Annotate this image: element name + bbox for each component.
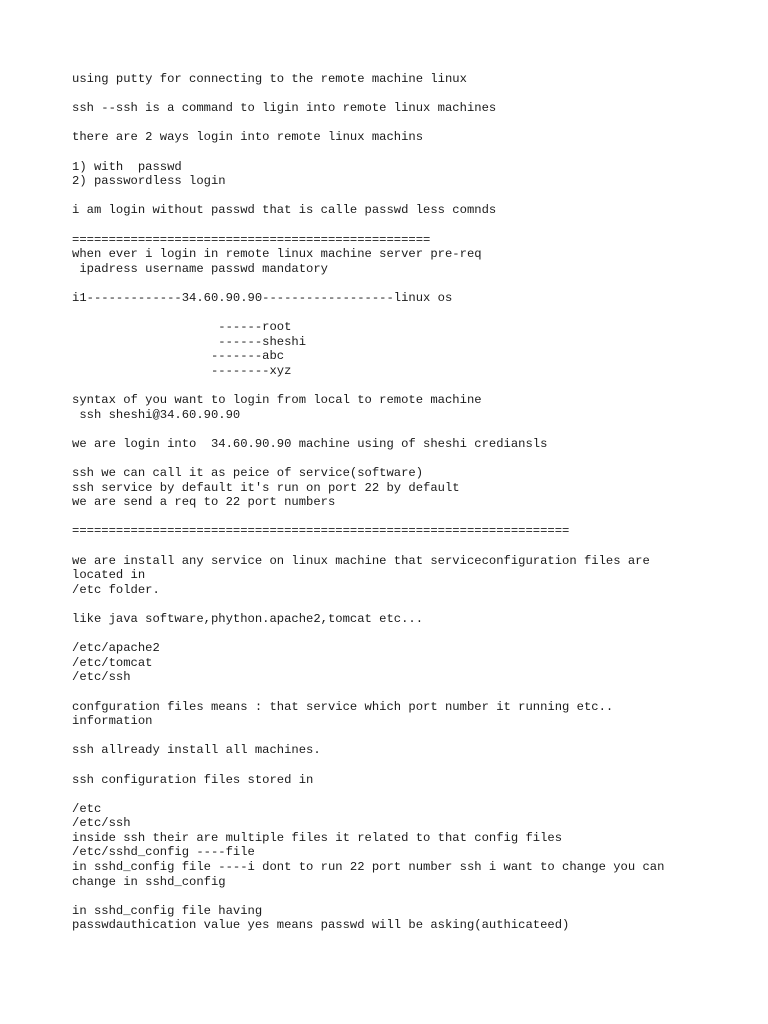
text-line: change in sshd_config	[72, 874, 226, 889]
blank-line	[72, 276, 712, 291]
blank-line	[72, 378, 712, 393]
text-line: ssh service by default it's run on port 22 by default	[72, 480, 460, 495]
blank-line	[72, 729, 712, 744]
text-line: ipadress username passwd mandatory	[72, 261, 328, 276]
text-line: i1-------------34.60.90.90------------------linux os	[72, 290, 453, 305]
blank-line	[72, 539, 712, 554]
text-line: ====================================================================	[72, 524, 570, 539]
blank-line	[72, 451, 712, 466]
text-line: /etc/sshd_config ----file	[72, 845, 255, 860]
text-line: in sshd_config file having	[72, 903, 263, 918]
text-line: there are 2 ways login into remote linux machins	[72, 130, 424, 145]
text-line: inside ssh their are multiple files it related to that config files	[72, 830, 563, 845]
text-line: in sshd_config file ----i dont to run 22 port number ssh i want to change you can	[72, 860, 665, 875]
text-line: syntax of you want to login from local to remote machine	[72, 393, 482, 408]
blank-line	[72, 627, 712, 642]
text-line: information	[72, 714, 153, 729]
blank-line	[72, 189, 712, 204]
text-line: /etc/ssh	[72, 816, 131, 831]
blank-line	[72, 306, 712, 321]
text-line: ssh --ssh is a command to ligin into remote linux machines	[72, 101, 497, 116]
text-line: we are install any service on linux machine that serviceconfiguration files are	[72, 553, 650, 568]
text-line: -------abc	[72, 349, 285, 364]
blank-line	[72, 218, 712, 233]
blank-line	[72, 510, 712, 525]
text-line: ssh sheshi@34.60.90.90	[72, 407, 241, 422]
blank-line	[72, 116, 712, 131]
text-line: ssh configuration files stored in	[72, 772, 314, 787]
blank-line	[72, 87, 712, 102]
text-line: like java software,phython.apache2,tomcat etc...	[72, 611, 424, 626]
text-line: ------root	[72, 320, 292, 335]
text-line: /etc	[72, 801, 102, 816]
blank-line	[72, 758, 712, 773]
text-line: 2) passwordless login	[72, 174, 226, 189]
text-line: --------xyz	[72, 363, 292, 378]
text-line: 1) with passwd	[72, 159, 182, 174]
text-line: ssh allready install all machines.	[72, 743, 321, 758]
blank-line	[72, 422, 712, 437]
text-line: /etc folder.	[72, 582, 160, 597]
text-line: =================================================	[72, 232, 431, 247]
blank-line	[72, 685, 712, 700]
text-line: confguration files means : that service which port number it running etc..	[72, 699, 614, 714]
blank-line	[72, 145, 712, 160]
text-line: passwdauthication value yes means passwd will be asking(authicateed)	[72, 918, 570, 933]
document-page	[72, 72, 712, 933]
text-line: /etc/ssh	[72, 670, 131, 685]
text-line: we are login into 34.60.90.90 machine using of sheshi crediansls	[72, 436, 548, 451]
text-line: /etc/tomcat	[72, 655, 153, 670]
blank-line	[72, 787, 712, 802]
text-line: ------sheshi	[72, 334, 307, 349]
text-line: ssh we can call it as peice of service(software)	[72, 466, 424, 481]
text-line: we are send a req to 22 port numbers	[72, 495, 336, 510]
blank-line	[72, 597, 712, 612]
blank-line	[72, 889, 712, 904]
text-line: located in	[72, 568, 146, 583]
text-line: /etc/apache2	[72, 641, 160, 656]
text-line: when ever i login in remote linux machine server pre-req	[72, 247, 482, 262]
text-line: using putty for connecting to the remote machine linux	[72, 72, 467, 86]
text-line: i am login without passwd that is calle passwd less comnds	[72, 203, 497, 218]
